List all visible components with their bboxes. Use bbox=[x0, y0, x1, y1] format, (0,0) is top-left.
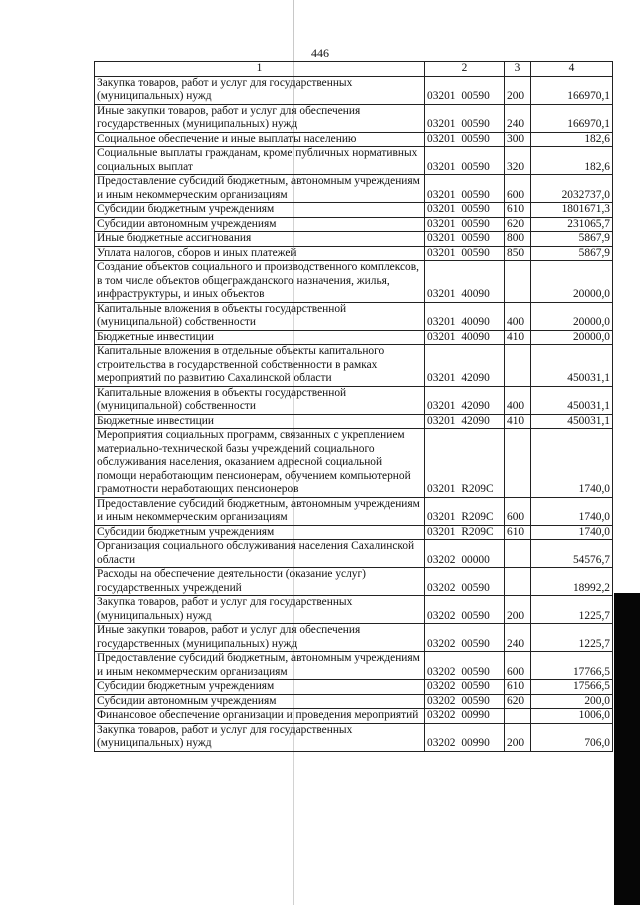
row-sum-cell: 17766,5 bbox=[531, 652, 613, 680]
row-code-cell: 03201 40090 bbox=[425, 330, 505, 345]
row-code-cell: 03201 00590 bbox=[425, 232, 505, 247]
row-vr-cell: 800 bbox=[505, 232, 531, 247]
row-sum-cell: 166970,1 bbox=[531, 104, 613, 132]
row-vr-cell bbox=[505, 709, 531, 724]
table-row bbox=[95, 147, 613, 175]
page-number: 446 bbox=[311, 46, 329, 60]
row-sum-cell: 182,6 bbox=[531, 132, 613, 147]
row-code-cell: 03201 00590 bbox=[425, 147, 505, 175]
row-code-cell: 03201 00590 bbox=[425, 203, 505, 218]
table-row bbox=[95, 694, 613, 709]
row-code-cell: 03201 R209C bbox=[425, 497, 505, 525]
row-sum-cell: 20000,0 bbox=[531, 261, 613, 303]
row-name-cell: Закупка товаров, работ и услуг для государственных (муниципальных) нужд bbox=[95, 76, 425, 104]
row-name-cell: Социальные выплаты гражданам, кроме публичных нормативных социальных выплат bbox=[95, 147, 425, 175]
row-vr-cell: 410 bbox=[505, 330, 531, 345]
row-code-cell: 03201 00590 bbox=[425, 246, 505, 261]
row-sum-cell: 1801671,3 bbox=[531, 203, 613, 218]
row-sum-cell: 18992,2 bbox=[531, 568, 613, 596]
row-vr-cell: 610 bbox=[505, 525, 531, 540]
row-vr-cell: 240 bbox=[505, 624, 531, 652]
row-sum-cell: 450031,1 bbox=[531, 386, 613, 414]
row-code-cell: 03201 42090 bbox=[425, 386, 505, 414]
row-name-cell: Организация социального обслуживания населения Сахалинской области bbox=[95, 540, 425, 568]
row-vr-cell: 320 bbox=[505, 147, 531, 175]
row-sum-cell: 1740,0 bbox=[531, 497, 613, 525]
row-name-cell: Мероприятия социальных программ, связанных с укреплением материально-технической базы учреждений социального обслуживания населения, оказанием адресной социальной помощи неработающим пенсионерам, обучением компьютерной грамотности неработающих пенсионеров bbox=[95, 429, 425, 498]
scan-edge-mark bbox=[614, 593, 640, 905]
row-code-cell: 03202 00590 bbox=[425, 680, 505, 695]
row-vr-cell bbox=[505, 261, 531, 303]
row-sum-cell: 706,0 bbox=[531, 723, 613, 751]
row-vr-cell: 600 bbox=[505, 497, 531, 525]
row-name-cell: Бюджетные инвестиции bbox=[95, 330, 425, 345]
row-code-cell: 03201 00590 bbox=[425, 104, 505, 132]
row-name-cell: Субсидии автономным учреждениям bbox=[95, 694, 425, 709]
row-code-cell: 03201 00590 bbox=[425, 217, 505, 232]
table-row bbox=[95, 76, 613, 104]
row-name-cell: Расходы на обеспечение деятельности (оказание услуг) государственных учреждений bbox=[95, 568, 425, 596]
table-row bbox=[95, 497, 613, 525]
row-name-cell: Социальное обеспечение и иные выплаты населению bbox=[95, 132, 425, 147]
row-sum-cell: 1740,0 bbox=[531, 429, 613, 498]
row-sum-cell: 1225,7 bbox=[531, 624, 613, 652]
row-code-cell: 03201 42090 bbox=[425, 345, 505, 387]
row-code-cell: 03201 R209C bbox=[425, 429, 505, 498]
row-sum-cell: 20000,0 bbox=[531, 302, 613, 330]
row-vr-cell: 600 bbox=[505, 175, 531, 203]
row-sum-cell: 166970,1 bbox=[531, 76, 613, 104]
row-name-cell: Бюджетные инвестиции bbox=[95, 414, 425, 429]
row-vr-cell: 400 bbox=[505, 386, 531, 414]
row-vr-cell bbox=[505, 429, 531, 498]
row-sum-cell: 1740,0 bbox=[531, 525, 613, 540]
row-name-cell: Субсидии автономным учреждениям bbox=[95, 217, 425, 232]
row-name-cell: Иные закупки товаров, работ и услуг для обеспечения государственных (муниципальных) нужд bbox=[95, 624, 425, 652]
row-code-cell: 03202 00590 bbox=[425, 652, 505, 680]
row-sum-cell: 1006,0 bbox=[531, 709, 613, 724]
row-code-cell: 03202 00990 bbox=[425, 709, 505, 724]
row-vr-cell: 400 bbox=[505, 302, 531, 330]
table-body bbox=[95, 76, 613, 751]
row-code-cell: 03202 00990 bbox=[425, 723, 505, 751]
table-row bbox=[95, 345, 613, 387]
table-row bbox=[95, 104, 613, 132]
row-name-cell: Предоставление субсидий бюджетным, автономным учреждениям и иным некоммерческим организациям bbox=[95, 497, 425, 525]
table-row bbox=[95, 302, 613, 330]
row-code-cell: 03201 40090 bbox=[425, 302, 505, 330]
row-code-cell: 03202 00590 bbox=[425, 624, 505, 652]
row-name-cell: Предоставление субсидий бюджетным, автономным учреждениям и иным некоммерческим организациям bbox=[95, 652, 425, 680]
table-row bbox=[95, 525, 613, 540]
header-cell-code: 2 bbox=[425, 62, 505, 77]
row-name-cell: Субсидии бюджетным учреждениям bbox=[95, 525, 425, 540]
row-vr-cell: 620 bbox=[505, 217, 531, 232]
budget-table bbox=[94, 61, 613, 752]
table-row bbox=[95, 540, 613, 568]
header-cell-sum: 4 bbox=[531, 62, 613, 77]
table-row bbox=[95, 246, 613, 261]
row-name-cell: Капитальные вложения в объекты государственной (муниципальной) собственности bbox=[95, 386, 425, 414]
row-name-cell: Капитальные вложения в отдельные объекты капитального строительства в государственной собственности в рамках мероприятий по развитию Сахалинской области bbox=[95, 345, 425, 387]
row-code-cell: 03201 R209C bbox=[425, 525, 505, 540]
row-vr-cell: 850 bbox=[505, 246, 531, 261]
table-row bbox=[95, 723, 613, 751]
row-sum-cell: 17566,5 bbox=[531, 680, 613, 695]
table-row bbox=[95, 132, 613, 147]
row-sum-cell: 450031,1 bbox=[531, 414, 613, 429]
table-row bbox=[95, 261, 613, 303]
row-code-cell: 03201 00590 bbox=[425, 76, 505, 104]
row-vr-cell: 200 bbox=[505, 723, 531, 751]
row-vr-cell bbox=[505, 568, 531, 596]
row-sum-cell: 2032737,0 bbox=[531, 175, 613, 203]
table-row bbox=[95, 596, 613, 624]
row-code-cell: 03201 40090 bbox=[425, 261, 505, 303]
header-cell-vr: 3 bbox=[505, 62, 531, 77]
row-name-cell: Закупка товаров, работ и услуг для государственных (муниципальных) нужд bbox=[95, 596, 425, 624]
table-row bbox=[95, 386, 613, 414]
table-row bbox=[95, 624, 613, 652]
row-vr-cell bbox=[505, 540, 531, 568]
table-row bbox=[95, 414, 613, 429]
row-vr-cell: 610 bbox=[505, 680, 531, 695]
table-row bbox=[95, 652, 613, 680]
row-sum-cell: 1225,7 bbox=[531, 596, 613, 624]
table-row bbox=[95, 203, 613, 218]
row-vr-cell bbox=[505, 345, 531, 387]
row-sum-cell: 200,0 bbox=[531, 694, 613, 709]
row-name-cell: Создание объектов социального и производственного комплексов, в том числе объектов общегражданского назначения, жилья, инфраструктуры, и иных объектов bbox=[95, 261, 425, 303]
header-cell-name: 1 bbox=[95, 62, 425, 77]
row-name-cell: Субсидии бюджетным учреждениям bbox=[95, 680, 425, 695]
table-row bbox=[95, 217, 613, 232]
row-sum-cell: 5867,9 bbox=[531, 232, 613, 247]
row-name-cell: Иные закупки товаров, работ и услуг для обеспечения государственных (муниципальных) нужд bbox=[95, 104, 425, 132]
row-sum-cell: 450031,1 bbox=[531, 345, 613, 387]
row-name-cell: Финансовое обеспечение организации и проведения мероприятий bbox=[95, 709, 425, 724]
table-row bbox=[95, 330, 613, 345]
row-name-cell: Уплата налогов, сборов и иных платежей bbox=[95, 246, 425, 261]
row-code-cell: 03201 00590 bbox=[425, 132, 505, 147]
row-code-cell: 03202 00590 bbox=[425, 568, 505, 596]
row-vr-cell: 600 bbox=[505, 652, 531, 680]
table-row bbox=[95, 175, 613, 203]
row-sum-cell: 231065,7 bbox=[531, 217, 613, 232]
row-name-cell: Предоставление субсидий бюджетным, автономным учреждениям и иным некоммерческим организациям bbox=[95, 175, 425, 203]
row-sum-cell: 182,6 bbox=[531, 147, 613, 175]
row-name-cell: Закупка товаров, работ и услуг для государственных (муниципальных) нужд bbox=[95, 723, 425, 751]
table-row bbox=[95, 232, 613, 247]
row-vr-cell: 620 bbox=[505, 694, 531, 709]
row-name-cell: Субсидии бюджетным учреждениям bbox=[95, 203, 425, 218]
table-row bbox=[95, 680, 613, 695]
row-vr-cell: 300 bbox=[505, 132, 531, 147]
table-row bbox=[95, 429, 613, 498]
row-code-cell: 03202 00000 bbox=[425, 540, 505, 568]
row-vr-cell: 240 bbox=[505, 104, 531, 132]
row-sum-cell: 20000,0 bbox=[531, 330, 613, 345]
row-code-cell: 03202 00590 bbox=[425, 596, 505, 624]
table-row bbox=[95, 568, 613, 596]
row-vr-cell: 410 bbox=[505, 414, 531, 429]
row-code-cell: 03202 00590 bbox=[425, 694, 505, 709]
row-vr-cell: 200 bbox=[505, 596, 531, 624]
row-code-cell: 03201 42090 bbox=[425, 414, 505, 429]
row-vr-cell: 610 bbox=[505, 203, 531, 218]
row-name-cell: Капитальные вложения в объекты государственной (муниципальной) собственности bbox=[95, 302, 425, 330]
table-row bbox=[95, 709, 613, 724]
header-row bbox=[95, 62, 613, 77]
row-code-cell: 03201 00590 bbox=[425, 175, 505, 203]
row-sum-cell: 54576,7 bbox=[531, 540, 613, 568]
row-sum-cell: 5867,9 bbox=[531, 246, 613, 261]
row-vr-cell: 200 bbox=[505, 76, 531, 104]
row-name-cell: Иные бюджетные ассигнования bbox=[95, 232, 425, 247]
